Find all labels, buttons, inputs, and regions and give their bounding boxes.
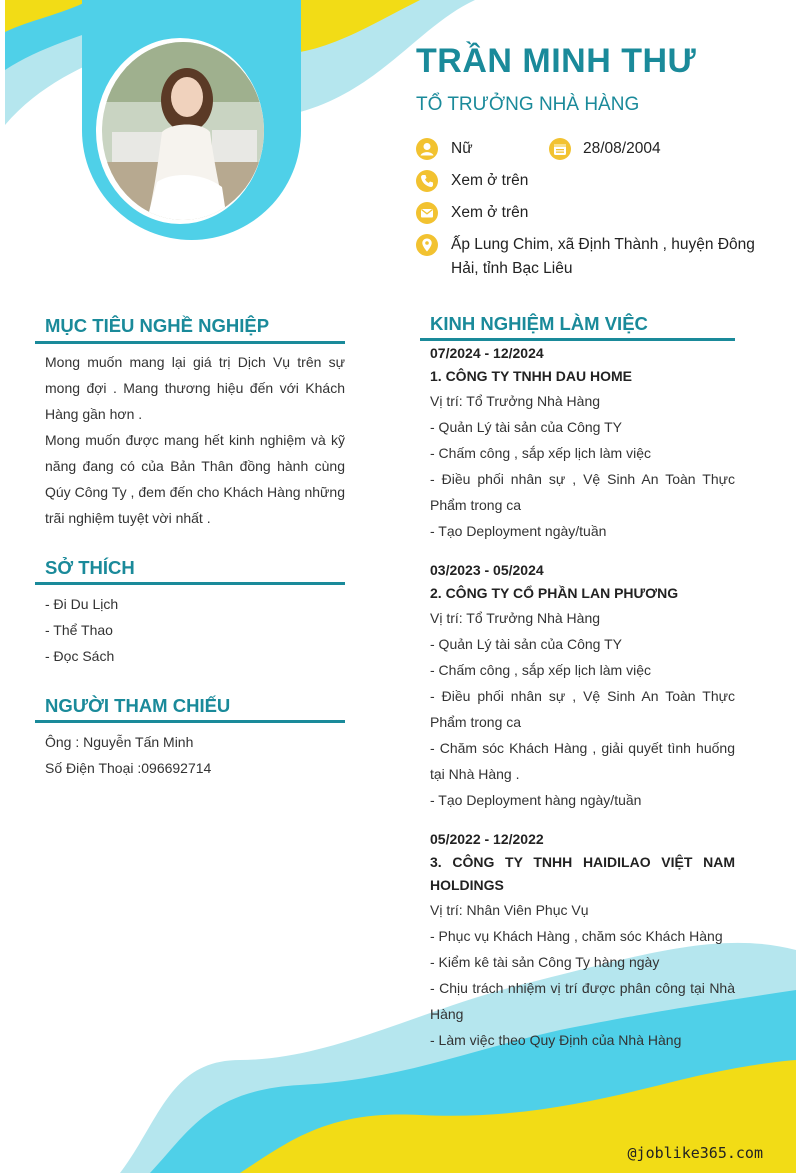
job-line: Vị trí: Tổ Trưởng Nhà Hàng xyxy=(430,610,601,626)
job-line: - Chăm sóc Khách Hàng , giải quyết tình huống tại Nhà Hàng . xyxy=(430,740,735,782)
objective-paragraph: Mong muốn được mang hết kinh nghiệm và kỹ năng đang có của Bản Thân đồng hành cùng Qúy Công Ty , đem đến cho Khách Hàng những trãi nghiệm tuyệt vời nhất . xyxy=(45,432,345,526)
reference-item: Ông : Nguyễn Tấn Minh xyxy=(45,734,194,750)
job-entry xyxy=(430,828,735,1053)
experience-divider xyxy=(420,338,735,341)
email-value: Xem ở trên xyxy=(451,204,529,221)
address-value: Ấp Lung Chim, xã Định Thành , huyện Đông Hải, tỉnh Bạc Liêu xyxy=(451,236,755,277)
job-company: 1. CÔNG TY TNHH DAU HOME xyxy=(430,368,632,384)
job-line: - Quản Lý tài sản của Công TY xyxy=(430,419,622,435)
hobbies-list xyxy=(45,591,345,669)
job-line: - Làm việc theo Quy Định của Nhà Hàng xyxy=(430,1032,682,1048)
job-period: 03/2023 - 05/2024 xyxy=(430,562,544,578)
objective-text xyxy=(45,349,345,531)
job-entry xyxy=(430,559,735,813)
profile-photo xyxy=(102,42,264,220)
references-divider xyxy=(35,720,345,723)
hobbies-divider xyxy=(35,582,345,585)
user-icon xyxy=(416,138,438,160)
job-line: - Kiểm kê tài sản Công Ty hàng ngày xyxy=(430,954,660,970)
job-line: - Chịu trách nhiệm vị trí được phân công tại Nhà Hàng xyxy=(430,980,735,1022)
hobby-item: - Đọc Sách xyxy=(45,648,115,664)
references-list xyxy=(45,729,345,781)
job-line: - Chấm công , sắp xếp lịch làm việc xyxy=(430,662,651,678)
references-heading: NGƯỜI THAM CHIẾU xyxy=(45,695,231,716)
objective-paragraph: Mong muốn mang lại giá trị Dịch Vụ trên sự mong đợi . Mang thương hiệu đến với Khách Hàng gần hơn . xyxy=(45,354,345,422)
candidate-name: TRẦN MINH THƯ xyxy=(416,42,697,80)
job-line: - Điều phối nhân sự , Vệ Sinh An Toàn Thực Phẩm trong ca xyxy=(430,688,735,730)
job-title: TỔ TRƯỞNG NHÀ HÀNG xyxy=(416,94,640,115)
job-line: Vị trí: Nhân Viên Phục Vụ xyxy=(430,902,589,918)
objective-heading: MỤC TIÊU NGHỀ NGHIỆP xyxy=(45,315,270,336)
job-line: - Chấm công , sắp xếp lịch làm việc xyxy=(430,445,651,461)
gender-value: Nữ xyxy=(451,140,473,157)
job-line: - Phục vụ Khách Hàng , chăm sóc Khách Hàng xyxy=(430,928,723,944)
mail-icon xyxy=(416,202,438,224)
experience-heading: KINH NGHIỆM LÀM VIỆC xyxy=(430,313,648,334)
reference-item: Số Điện Thoại :096692714 xyxy=(45,760,212,776)
job-line: - Quản Lý tài sản của Công TY xyxy=(430,636,622,652)
job-line: - Tạo Deployment ngày/tuần xyxy=(430,523,607,539)
site-watermark: @joblike365.com xyxy=(627,1144,763,1162)
hobbies-heading: SỞ THÍCH xyxy=(45,557,135,578)
job-line: - Tạo Deployment hàng ngày/tuần xyxy=(430,792,642,808)
job-period: 07/2024 - 12/2024 xyxy=(430,345,544,361)
job-company: 3. CÔNG TY TNHH HAIDILAO VIỆT NAM HOLDINGS xyxy=(430,854,735,893)
calendar-icon xyxy=(549,138,571,160)
phone-icon xyxy=(416,170,438,192)
job-period: 05/2022 - 12/2022 xyxy=(430,831,544,847)
location-pin-icon xyxy=(416,234,438,256)
job-entry xyxy=(430,342,735,544)
job-line: Vị trí: Tổ Trưởng Nhà Hàng xyxy=(430,393,601,409)
job-company: 2. CÔNG TY CỔ PHẦN LAN PHƯƠNG xyxy=(430,585,679,601)
job-line: - Điều phối nhân sự , Vệ Sinh An Toàn Thực Phẩm trong ca xyxy=(430,471,735,513)
hobby-item: - Thể Thao xyxy=(45,622,113,638)
dob-value: 28/08/2004 xyxy=(583,140,661,157)
objective-divider xyxy=(35,341,345,344)
hobby-item: - Đi Du Lịch xyxy=(45,596,119,612)
phone-value: Xem ở trên xyxy=(451,172,529,189)
